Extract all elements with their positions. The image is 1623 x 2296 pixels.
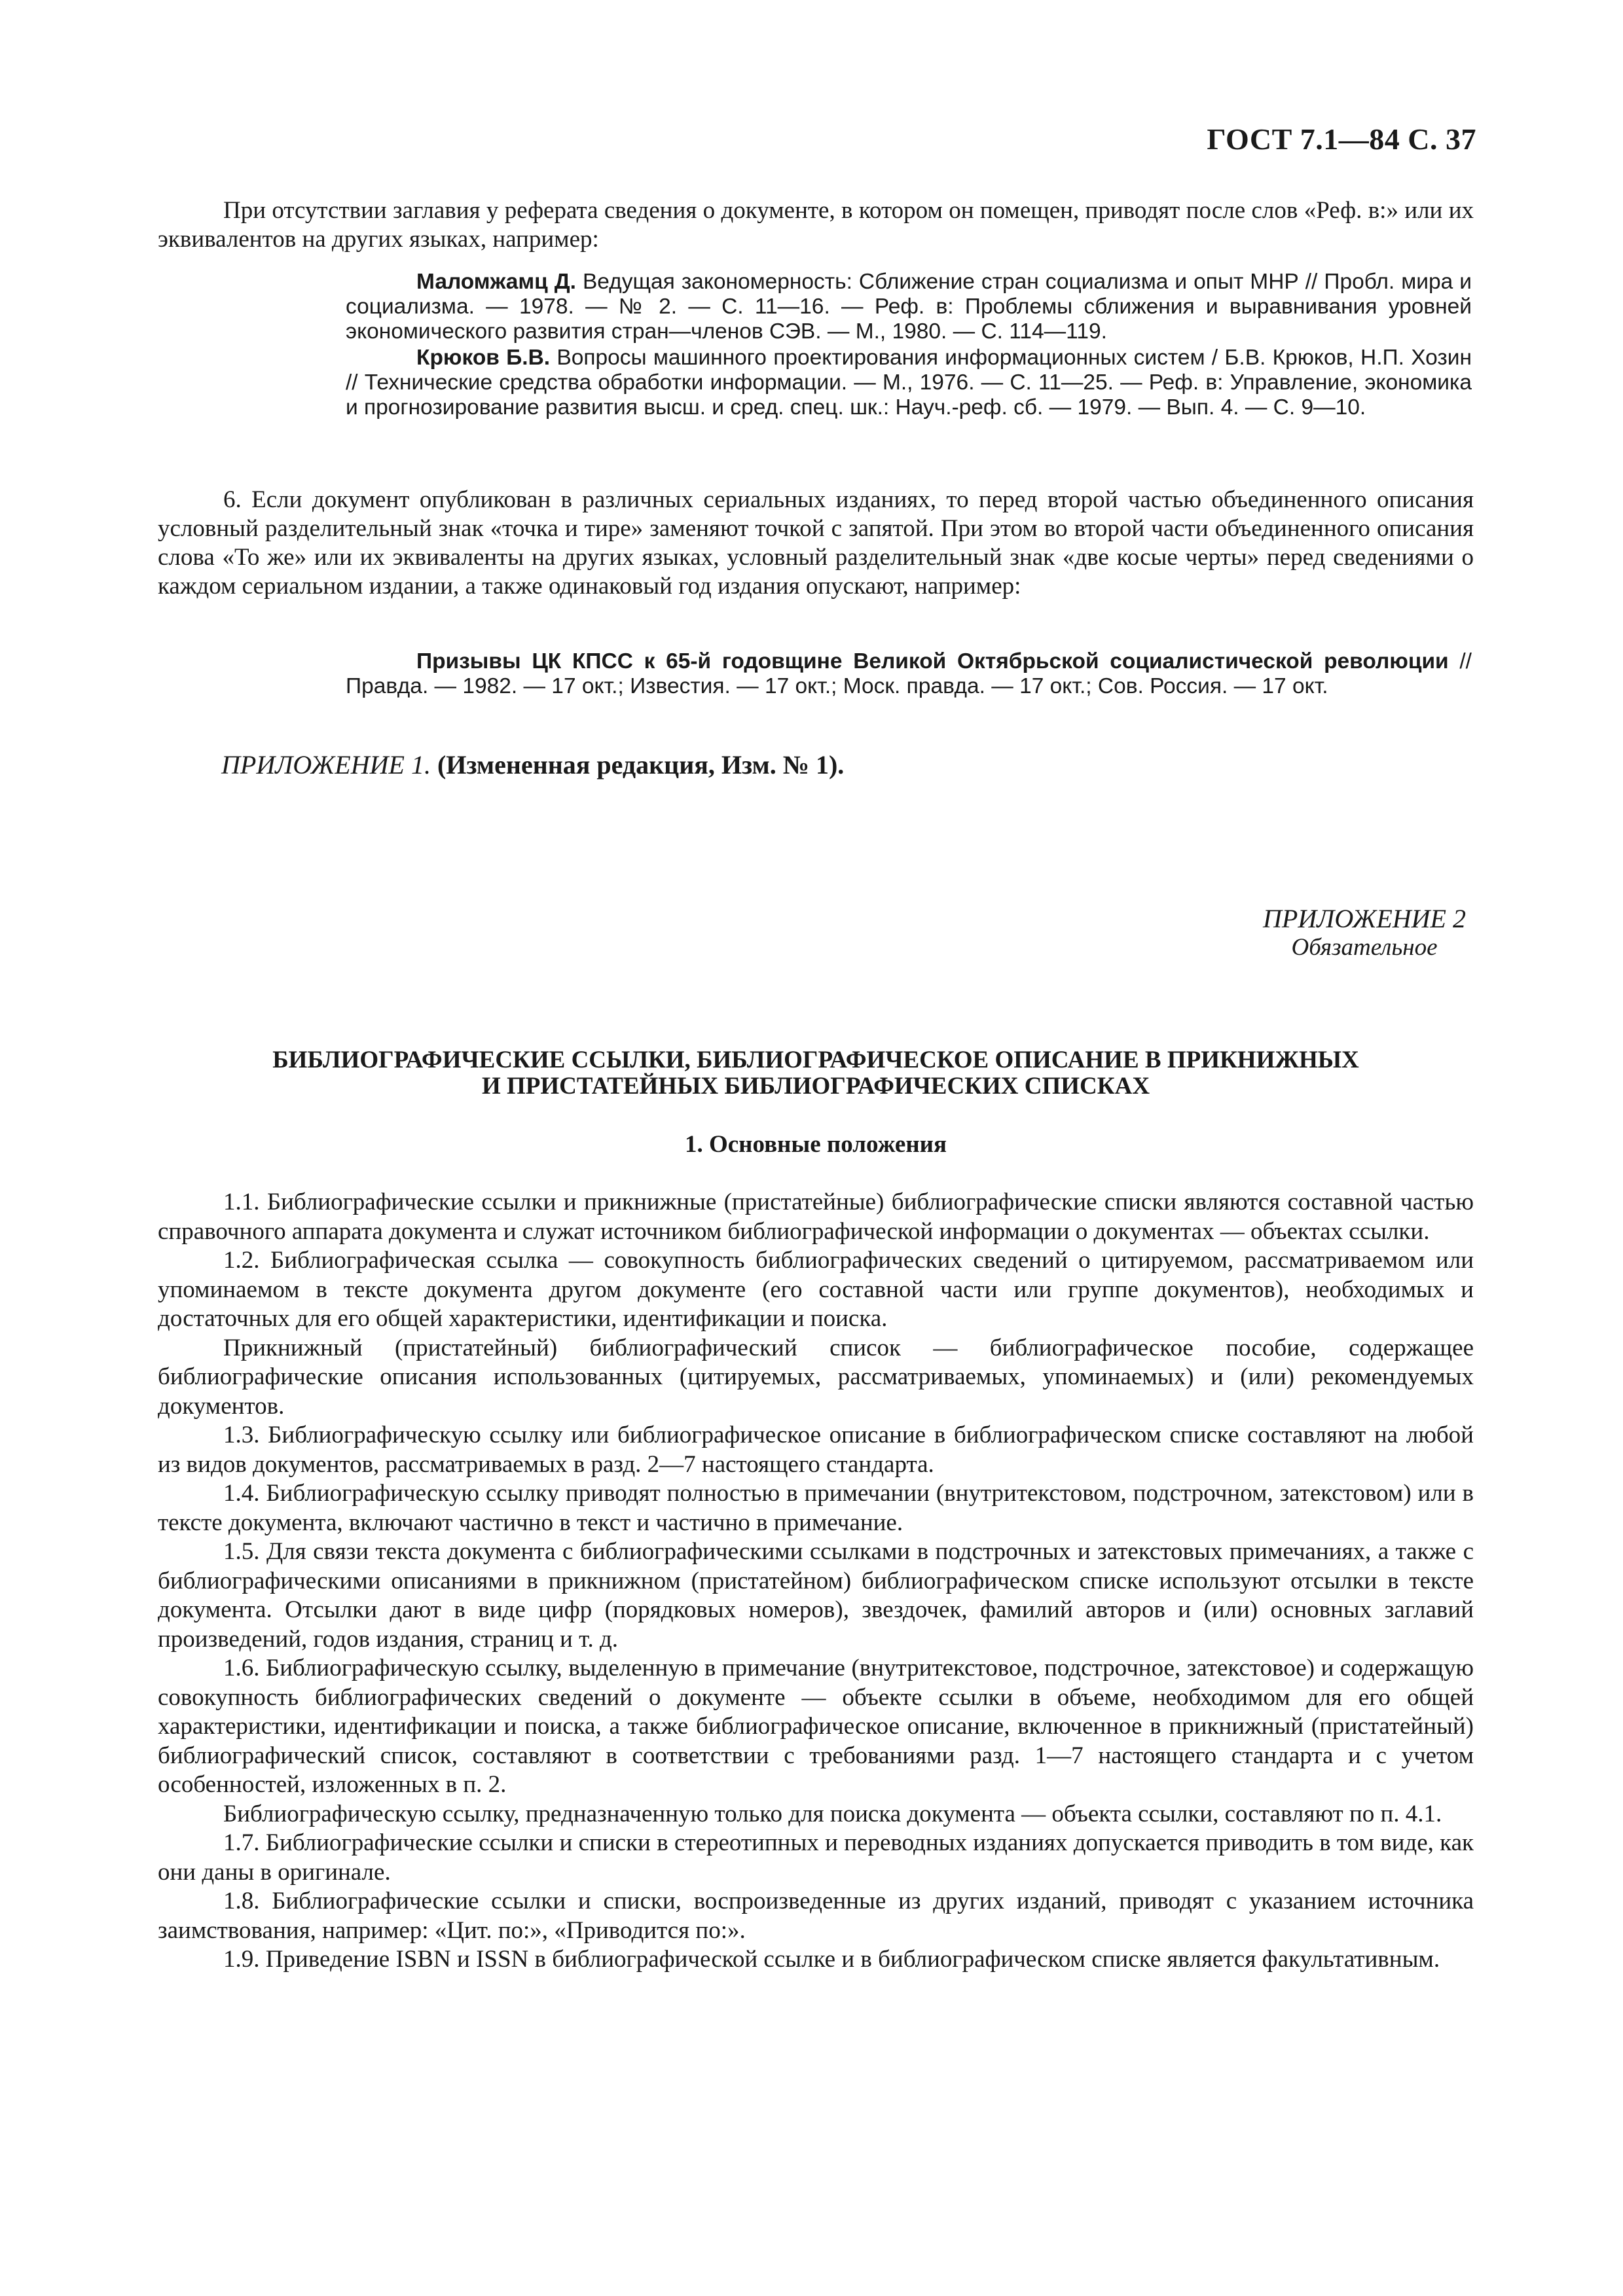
example-author: Крюков Б.В. [416, 346, 551, 370]
example-text: Вопросы машинного проектирования информационных систем / Б.В. Крюков, Н.П. Хозин // Технические средства обработки информации. — М., 1976. — С. 11—25. — Реф. в: Управление, экономика и прогнозирование развития высш. и сред. спец. шк.: Науч.-реф. сб. — 1979. — Вып. 4. — С. 9—10. [346, 346, 1472, 420]
item-6-text: 6. Если документ опубликован в различных сериальных изданиях, то перед второй частью объединенного описания условный разделительный знак «точка и тире» заменяют точкой с запятой. При этом во второй части объединенного описания слова «То же» или их эквиваленты на других языках, условный разделительный знак «две косые черты» перед сведениями о каждом сериальном издании, а также одинаковый год издания опускают, например: [158, 486, 1474, 600]
body-paragraph: 1.3. Библиографическую ссылку или библиографическое описание в библиографическом списке составляют на любой из видов документов, рассматриваемых в разд. 2—7 настоящего стандарта. [158, 1422, 1474, 1478]
body-paragraph: 1.9. Приведение ISBN и ISSN в библиографической ссылке и в библиографическом списке является факультативным. [223, 1946, 1440, 1973]
body-paragraph: 1.2. Библиографическая ссылка — совокупность библиографических сведений о цитируемом, рассматриваемом или упоминаемом в тексте документа другом документе (его составной части или группе документов), необходимых и достаточных для его общей характеристики, идентификации и поиска. [158, 1247, 1474, 1332]
example-title: Призывы ЦК КПСС к 65-й годовщине Великой Октябрьской социалистической революции [416, 649, 1449, 673]
section-title-line: И ПРИСТАТЕЙНЫХ БИБЛИОГРАФИЧЕСКИХ СПИСКАХ [481, 1073, 1150, 1100]
section-title [158, 1047, 1474, 1100]
intro-paragraph [158, 196, 1474, 254]
appendix-1-revision: (Измененная редакция, Изм. № 1). [430, 750, 845, 780]
body-paragraph: Прикнижный (пристатейный) библиографический список — библиографическое пособие, содержащее библиографические описания использованных (цитируемых, рассматриваемых, упоминаемых) и (или) рекомендуемых документов. [158, 1334, 1474, 1420]
appendix-1-note [221, 749, 844, 780]
body-paragraph: 1.8. Библиографические ссылки и списки, воспроизведенные из других изданий, приводят с указанием источника заимствования, например: «Цит. по:», «Приводится по:». [158, 1888, 1474, 1944]
body-paragraph: 1.4. Библиографическую ссылку приводят полностью в примечании (внутритекстовом, подстрочном, затекстовом) или в тексте документа, включают частично в текст и частично в примечание. [158, 1480, 1474, 1536]
item-6-paragraph [158, 486, 1474, 601]
example-text: Ведущая закономерность: Сближение стран социализма и опыт МНР // Пробл. мира и социализма. — 1978. — № 2. — С. 11—16. — Реф. в: Проблемы сближения и выравнивания уровней экономического развития стран—членов СЭВ. — М., 1980. — С. 114—119. [346, 270, 1472, 344]
appendix-1-label: ПРИЛОЖЕНИЕ 1. [221, 750, 431, 780]
body-paragraph: 1.1. Библиографические ссылки и прикнижные (пристатейные) библиографические списки являются составной частью справочного аппарата документа и служат источником библиографической информации о документах — объектах ссылки. [158, 1189, 1474, 1245]
example-author: Маломжамц Д. [416, 270, 576, 294]
example-reference [346, 346, 1472, 420]
intro-text: При отсутствии заглавия у реферата сведения о документе, в котором он помещен, приводят после слов «Реф. в:» или их эквивалентов на других языках, например: [158, 197, 1474, 253]
section-body [158, 1188, 1474, 1975]
page-header: ГОСТ 7.1—84 С. 37 [1207, 122, 1476, 156]
example-text: // Правда. — 1982. — 17 окт.; Известия. — 17 окт.; Моск. правда. — 17 окт.; Сов. Россия. — 17 окт. [346, 649, 1472, 698]
body-paragraph: 1.6. Библиографическую ссылку, выделенную в примечание (внутритекстовое, подстрочное, затекстовое) и содержащую совокупность библиографических сведений о документе — объекте ссылки в объеме, необходимом для его общей характеристики, идентификации и поиска, а также библиографическое описание, включенное в прикнижный (пристатейный) библиографический список, составляют в соответствии с требованиями разд. 1—7 настоящего стандарта и с учетом особенностей, изложенных в п. 2. [158, 1655, 1474, 1798]
subsection-title: 1. Основные положения [684, 1131, 947, 1158]
section-title-line: БИБЛИОГРАФИЧЕСКИЕ ССЫЛКИ, БИБЛИОГРАФИЧЕСКОЕ ОПИСАНИЕ В ПРИКНИЖНЫХ [272, 1047, 1359, 1073]
example-reference [346, 270, 1472, 344]
body-paragraph: 1.5. Для связи текста документа с библиографическими ссылками в подстрочных и затекстовых примечаниях, а также с библиографическими описаниями в прикнижном (пристатейном) библиографическом списке используют отсылки в тексте документа. Отсылки дают в виде цифр (порядковых номеров), звездочек, фамилий авторов и (или) основных заглавий произведений, годов издания, страниц и т. д. [158, 1538, 1474, 1653]
example-reference [346, 649, 1472, 699]
appendix-2-heading [1263, 905, 1466, 962]
body-paragraph: 1.7. Библиографические ссылки и списки в стереотипных и переводных изданиях допускается приводить в том виде, как они даны в оригинале. [158, 1829, 1474, 1886]
appendix-2-label: ПРИЛОЖЕНИЕ 2 [1263, 904, 1466, 933]
body-paragraph: Библиографическую ссылку, предназначенную только для поиска документа — объекта ссылки, составляют по п. 4.1. [223, 1800, 1442, 1827]
appendix-2-kind: Обязательное [1291, 934, 1438, 961]
